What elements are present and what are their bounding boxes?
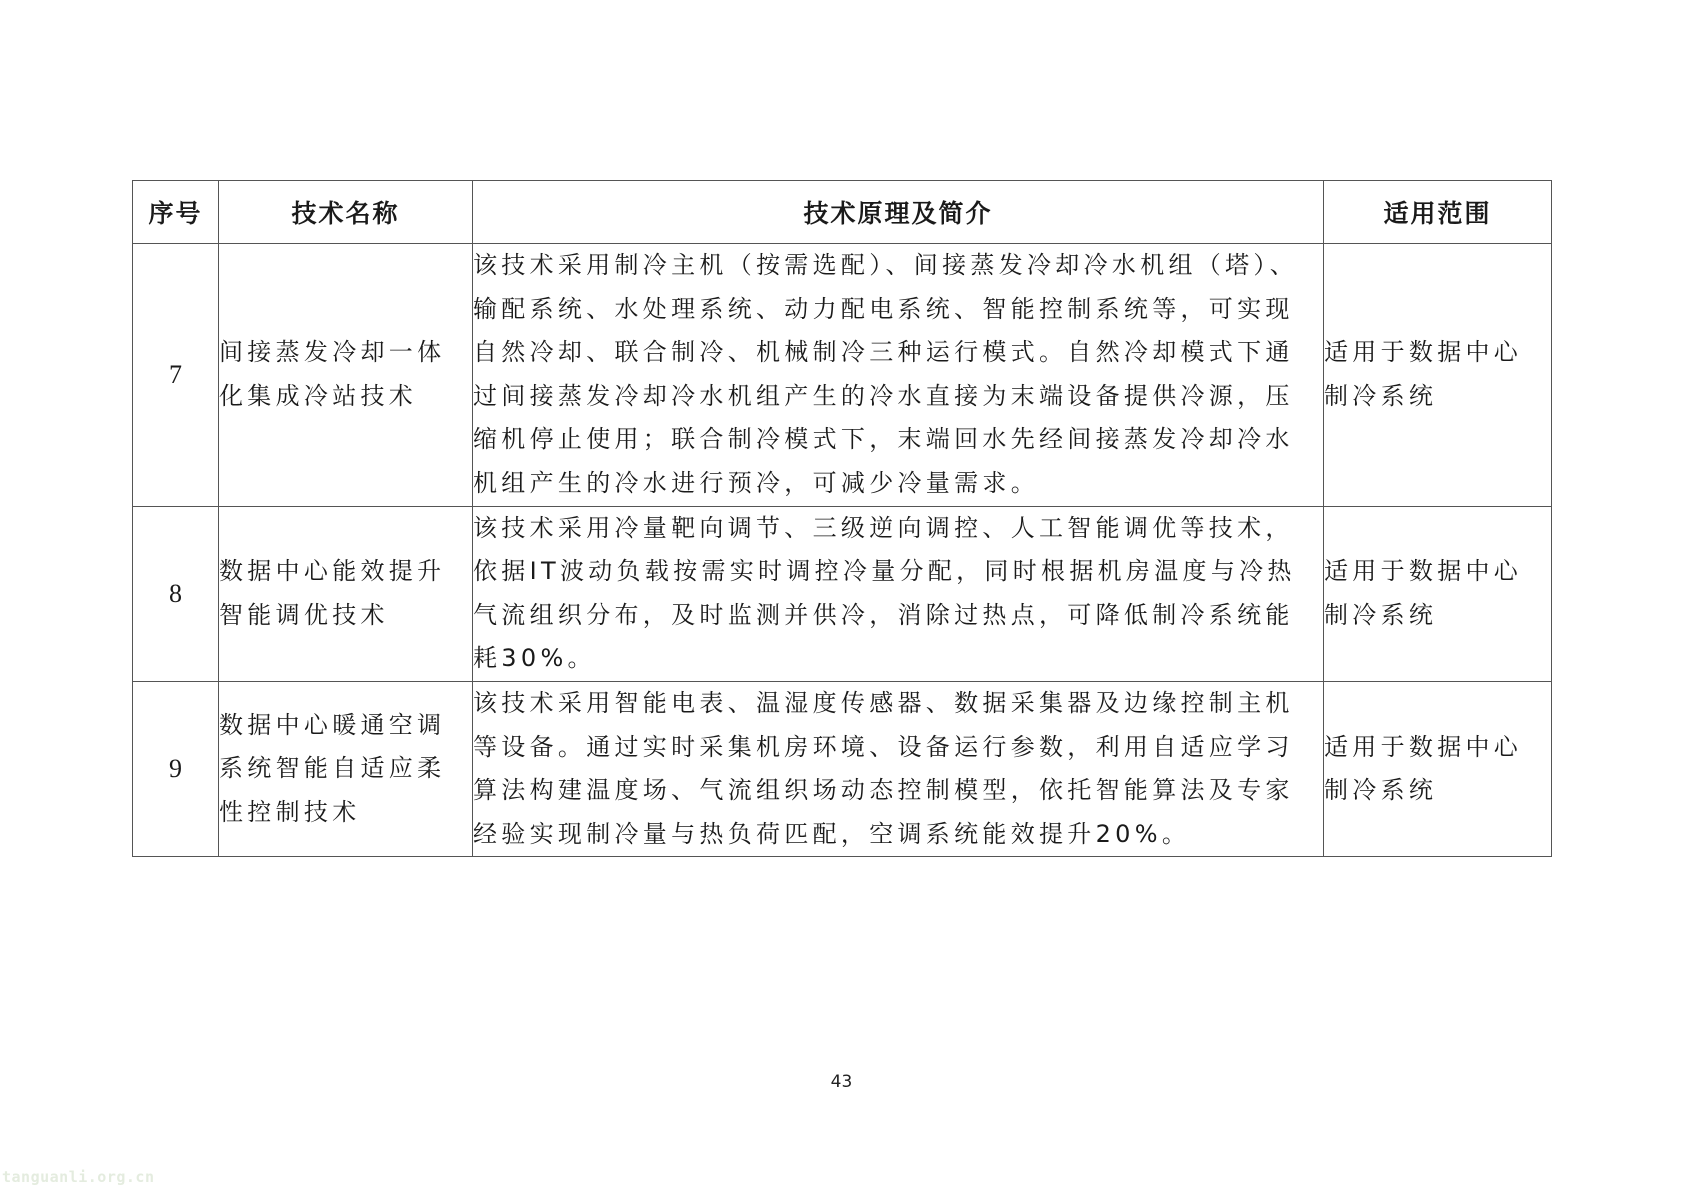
description-line: 等设备。通过实时采集机房环境、设备运行参数，利用自适应学习 (473, 732, 1294, 761)
description-cell (473, 506, 1324, 681)
row-index: 7 (133, 244, 219, 507)
table-row (133, 506, 1552, 681)
header-index: 序号 (133, 181, 219, 244)
table-header-row (133, 181, 1552, 244)
scope-cell (1324, 244, 1552, 507)
description-line: 该技术采用制冷主机（按需选配）、间接蒸发冷却冷水机组（塔）、 (473, 251, 1298, 279)
description-line: 输配系统、水处理系统、动力配电系统、智能控制系统等，可实现 (473, 294, 1294, 323)
description-line: 依据IT波动负载按需实时调控冷量分配，同时根据机房温度与冷热 (473, 557, 1296, 586)
description-line: 该技术采用智能电表、温湿度传感器、数据采集器及边缘控制主机 (473, 688, 1294, 717)
tech-name-line: 智能调优技术 (219, 600, 389, 629)
tech-name-line: 数据中心能效提升 (219, 557, 446, 586)
scope-line: 适用于数据中心 (1324, 732, 1523, 761)
description-line: 耗30%。 (473, 644, 596, 673)
description-line: 该技术采用冷量靶向调节、三级逆向调控、人工智能调优等技术， (473, 513, 1294, 542)
scope-line: 制冷系统 (1324, 600, 1438, 629)
header-tech-name: 技术名称 (219, 181, 473, 244)
tech-name-line: 数据中心暖通空调 (219, 710, 446, 739)
description-line: 自然冷却、联合制冷、机械制冷三种运行模式。自然冷却模式下通 (473, 338, 1294, 367)
table-row (133, 244, 1552, 507)
tech-name-line: 间接蒸发冷却一体 (219, 338, 446, 367)
scope-cell (1324, 506, 1552, 681)
table-row (133, 681, 1552, 856)
description-cell (473, 244, 1324, 507)
row-index: 9 (133, 681, 219, 856)
tech-name-cell (219, 506, 473, 681)
scope-cell (1324, 681, 1552, 856)
technology-table (132, 180, 1552, 857)
scope-line: 制冷系统 (1324, 381, 1438, 410)
tech-name-line: 化集成冷站技术 (219, 381, 418, 410)
tech-name-line: 系统智能自适应柔 (219, 754, 446, 783)
tech-name-cell (219, 681, 473, 856)
description-line: 机组产生的冷水进行预冷，可减少冷量需求。 (473, 468, 1039, 497)
tech-name-line: 性控制技术 (219, 797, 361, 826)
scope-line: 制冷系统 (1324, 776, 1438, 805)
page-number: 43 (830, 1072, 853, 1092)
tech-name-cell (219, 244, 473, 507)
description-line: 过间接蒸发冷却冷水机组产生的冷水直接为末端设备提供冷源，压 (473, 381, 1294, 410)
description-line: 气流组织分布，及时监测并供冷，消除过热点，可降低制冷系统能 (473, 600, 1294, 629)
scope-line: 适用于数据中心 (1324, 557, 1523, 586)
row-index: 8 (133, 506, 219, 681)
header-scope: 适用范围 (1324, 181, 1552, 244)
description-line: 算法构建温度场、气流组织场动态控制模型，依托智能算法及专家 (473, 776, 1294, 805)
description-line: 缩机停止使用；联合制冷模式下，末端回水先经间接蒸发冷却冷水 (473, 425, 1294, 454)
scope-line: 适用于数据中心 (1324, 338, 1523, 367)
header-description: 技术原理及简介 (473, 181, 1324, 244)
watermark-text: tanguanli.org.cn (2, 1168, 155, 1186)
description-line: 经验实现制冷量与热负荷匹配，空调系统能效提升20%。 (473, 819, 1191, 848)
description-cell (473, 681, 1324, 856)
